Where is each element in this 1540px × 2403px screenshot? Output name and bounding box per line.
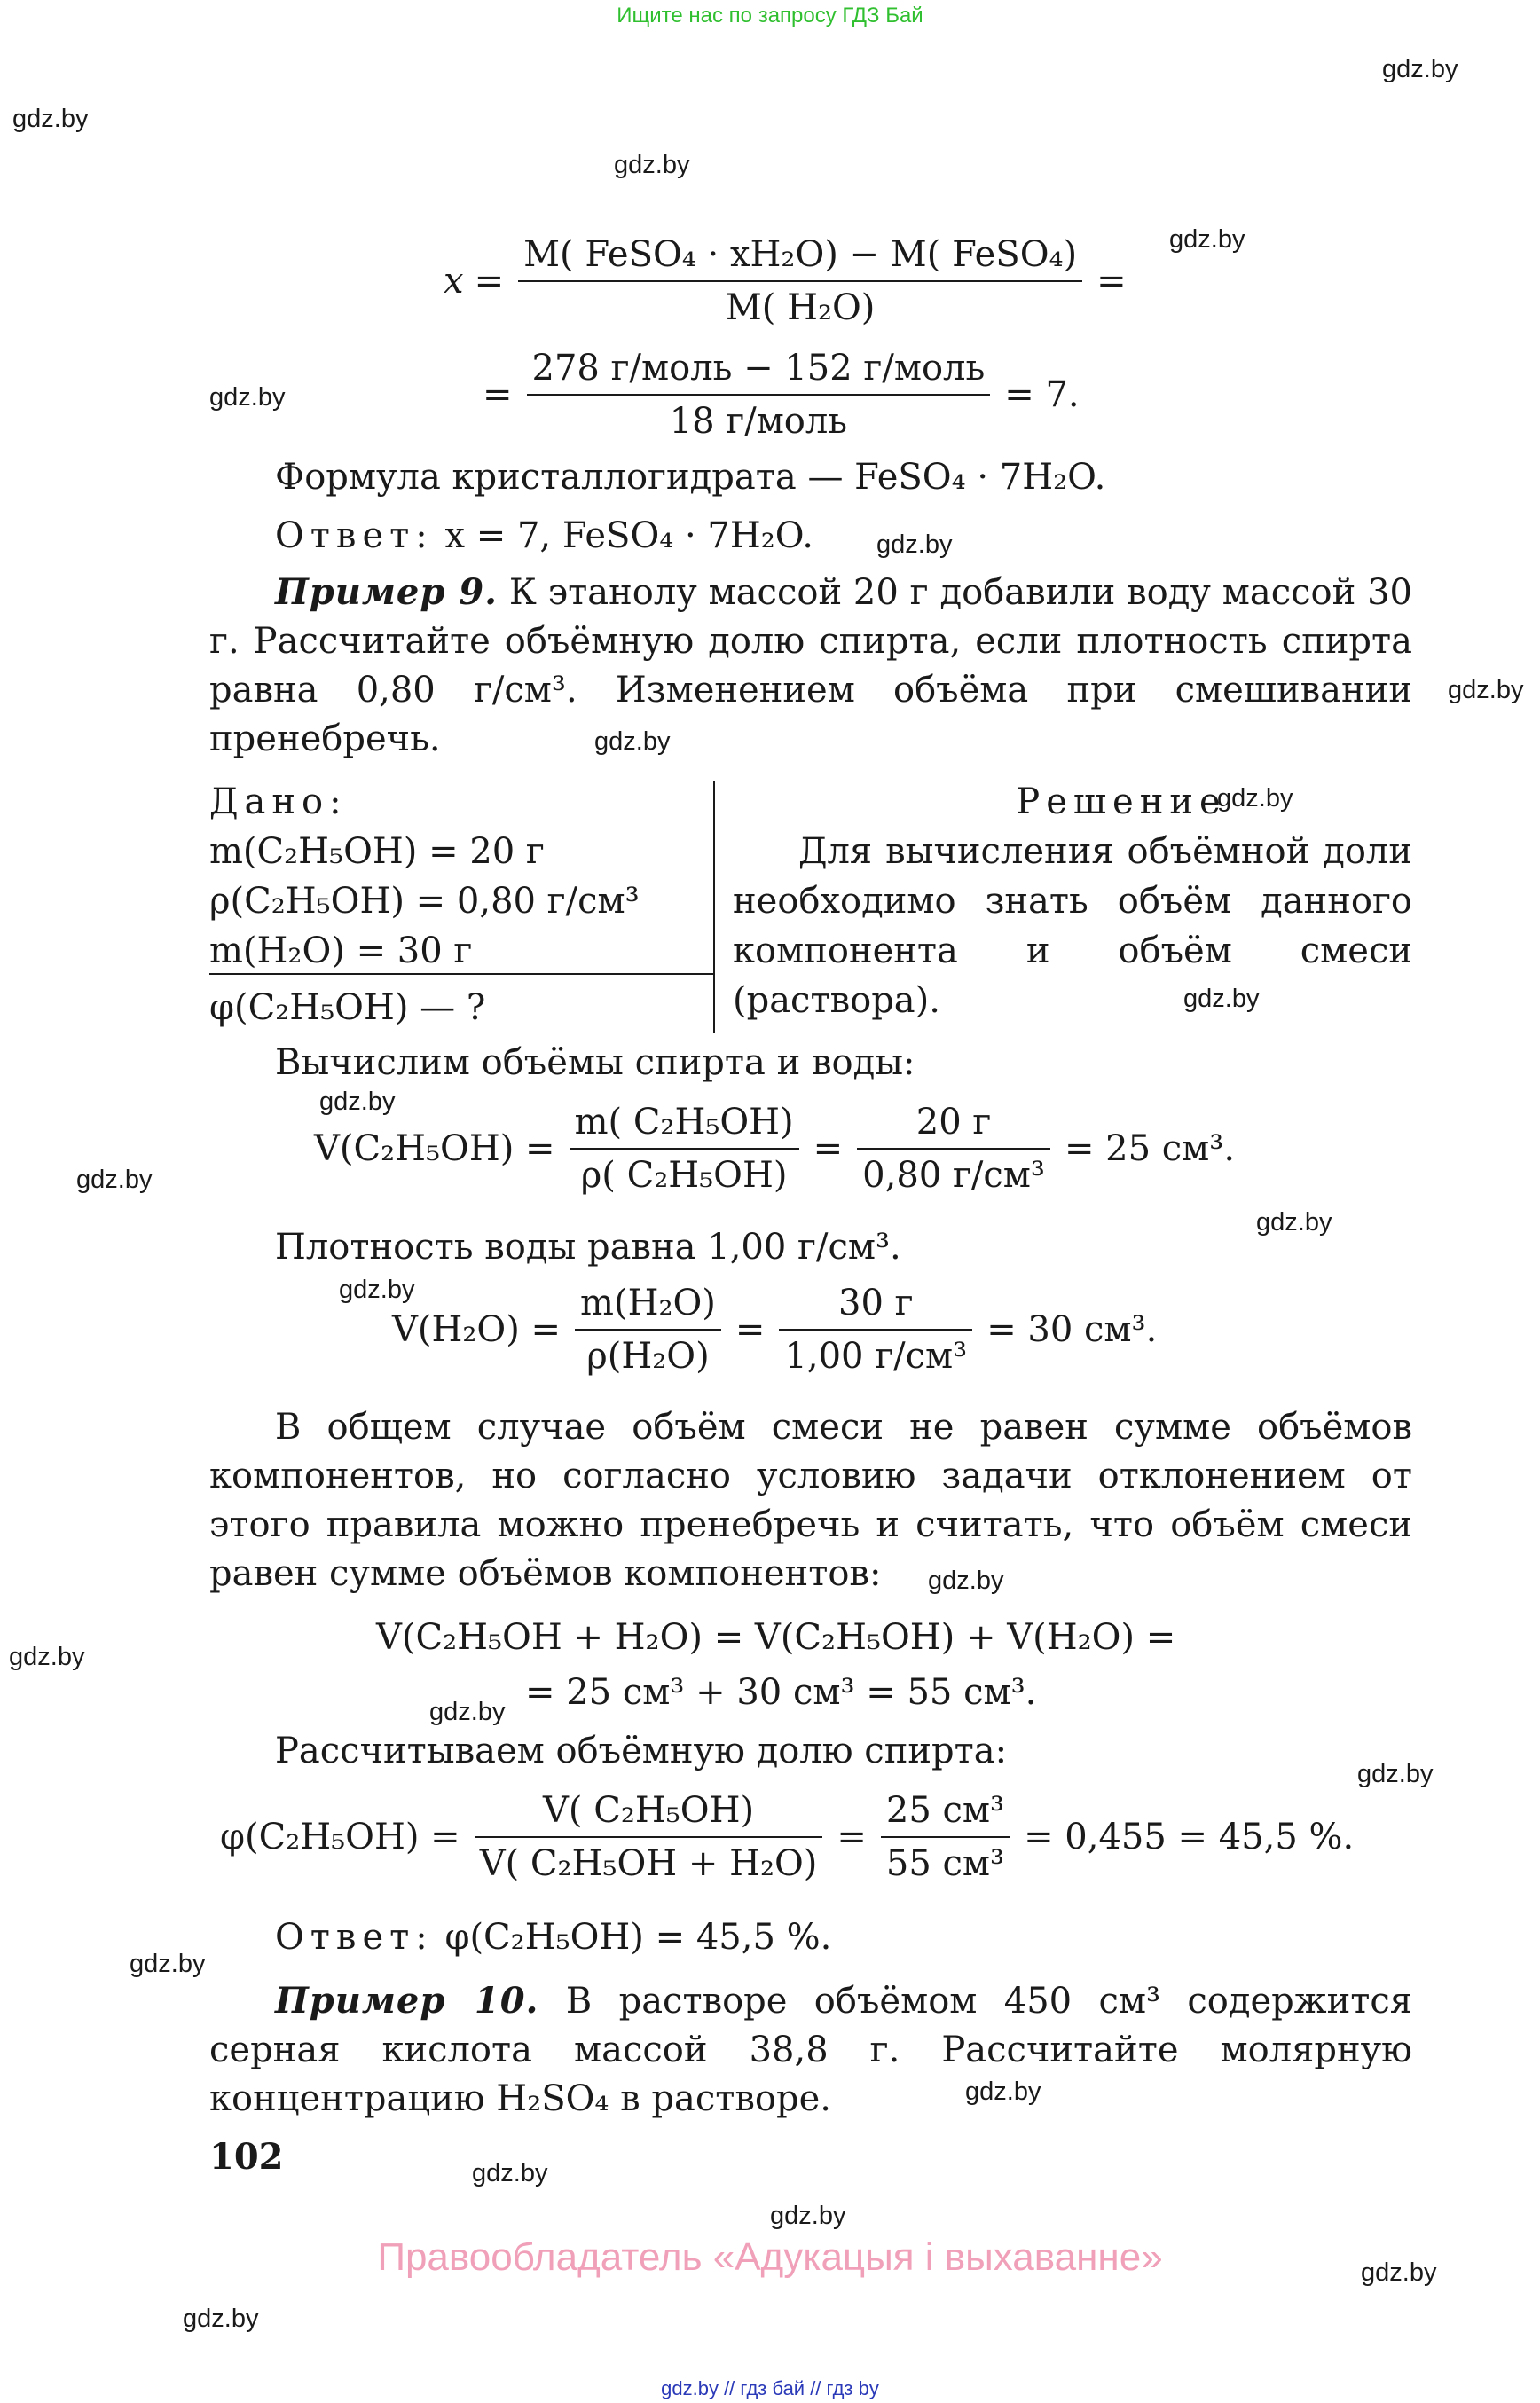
- equation-volume-fraction: [215, 1785, 1359, 1889]
- eq5-fraction: [475, 1785, 823, 1889]
- eq1-result: = 7.: [1004, 374, 1080, 415]
- watermark: gdz.by: [965, 2077, 1041, 2106]
- eq1-equals-tail: =: [1096, 261, 1127, 302]
- eq5-numerator: V( C₂H₅OH): [475, 1785, 823, 1838]
- eq3-value-denominator: 1,00 г/см³: [784, 1336, 968, 1377]
- watermark: gdz.by: [1183, 985, 1260, 1013]
- example-10-text: [209, 1976, 1412, 2124]
- watermark: gdz.by: [1357, 1760, 1434, 1788]
- watermark: gdz.by: [928, 1567, 1004, 1595]
- equation-ethanol-volume: [309, 1096, 1240, 1201]
- watermark: gdz.by: [130, 1950, 206, 1978]
- equation-water-volume: [387, 1277, 1162, 1382]
- given-item: m(H₂O) = 30 г: [209, 931, 473, 971]
- watermark: gdz.by: [594, 727, 671, 756]
- watermark: gdz.by: [76, 1166, 153, 1194]
- eq5-result: = 0,455 = 45,5 %.: [1024, 1817, 1355, 1857]
- answer-1-value: x = 7, FeSO₄ · 7H₂O.: [444, 515, 813, 556]
- table-horizontal-divider: [209, 973, 713, 975]
- watermark: gdz.by: [319, 1088, 396, 1116]
- eq1-fraction: [518, 229, 1082, 334]
- eq3-value-numerator: 30 г: [779, 1277, 972, 1331]
- calc-volumes-line: Вычислим объёмы спирта и воды:: [275, 1042, 915, 1083]
- top-banner[interactable]: Ищите нас по запросу ГДЗ Бай: [617, 4, 923, 27]
- equation-mixture-volume-line-1: V(C₂H₅OH + H₂O) = V(C₂H₅OH) + V(H₂O) =: [376, 1617, 1176, 1658]
- calc-fraction-line: Рассчитываем объёмную долю спирта:: [275, 1731, 1008, 1771]
- equation-crystallohydrate-values: [477, 342, 1085, 447]
- answer-1: [275, 511, 813, 561]
- eq2-lhs: V(C₂H₅OH) =: [314, 1128, 555, 1169]
- solution-text: Для вычисления объёмной доли необходимо знать объём данного компонента и объём смеси (раствора).: [733, 831, 1412, 1021]
- watermark: gdz.by: [472, 2159, 548, 2187]
- eq2-denominator: ρ( C₂H₅OH): [580, 1155, 788, 1196]
- eq2-value-numerator: 20 г: [857, 1096, 1050, 1150]
- eq3-equals: =: [735, 1309, 766, 1350]
- answer-2-label: Ответ:: [275, 1917, 434, 1958]
- eq2-numerator: m( C₂H₅OH): [570, 1096, 799, 1150]
- eq2-result: = 25 см³.: [1064, 1128, 1236, 1169]
- solution-column: [733, 777, 1412, 1025]
- eq1-value-denominator: 18 г/моль: [669, 401, 848, 442]
- eq5-lhs: φ(C₂H₅OH) =: [220, 1817, 460, 1857]
- solution-header: Решение: [1016, 781, 1227, 822]
- eq5-denominator: V( C₂H₅OH + H₂O): [479, 1843, 818, 1884]
- eq5-value-denominator: 55 см³: [885, 1843, 1005, 1884]
- water-density-line: Плотность воды равна 1,00 г/см³.: [275, 1227, 901, 1268]
- eq1-numerator: M( FeSO₄ · xH₂O) − M( FeSO₄): [518, 229, 1082, 282]
- footer-links[interactable]: gdz.by // гдз бай // гдз by: [661, 2377, 879, 2399]
- answer-2: [275, 1912, 831, 1962]
- watermark: gdz.by: [339, 1276, 415, 1304]
- watermark: gdz.by: [429, 1698, 506, 1726]
- watermark: gdz.by: [1217, 784, 1293, 813]
- answer-1-label: Ответ:: [275, 515, 434, 556]
- example-9-text: [209, 568, 1412, 764]
- given-header: Дано:: [209, 781, 348, 822]
- eq3-denominator: ρ(H₂O): [586, 1336, 710, 1377]
- eq1-value-fraction: [527, 342, 991, 447]
- watermark: gdz.by: [1382, 55, 1458, 83]
- watermark: gdz.by: [1169, 225, 1245, 254]
- given-item: ρ(C₂H₅OH) = 0,80 г/см³: [209, 881, 640, 922]
- watermark: gdz.by: [1256, 1208, 1332, 1237]
- eq3-value-fraction: [779, 1277, 972, 1382]
- given-solution-table: [209, 777, 1412, 1034]
- page-number: 102: [209, 2136, 284, 2178]
- watermark: gdz.by: [183, 2305, 259, 2333]
- eq2-fraction: [570, 1096, 799, 1201]
- find-item: φ(C₂H₅OH) — ?: [209, 987, 486, 1028]
- eq3-numerator: m(H₂O): [575, 1277, 721, 1331]
- eq1-value-numerator: 278 г/моль − 152 г/моль: [527, 342, 991, 396]
- answer-2-value: φ(C₂H₅OH) = 45,5 %.: [444, 1917, 832, 1958]
- eq5-value-fraction: [881, 1785, 1010, 1889]
- example-9-label: Пример 9.: [275, 571, 499, 613]
- given-column: [209, 777, 713, 1033]
- example-10-label: Пример 10.: [275, 1980, 539, 2022]
- eq5-equals: =: [837, 1817, 867, 1857]
- watermark: gdz.by: [1361, 2258, 1437, 2287]
- eq1-lhs: x: [444, 261, 464, 302]
- example-10-body: В растворе объёмом 450 см³ содержится серная кислота массой 38,8 г. Рассчитайте молярную концентрацию H₂SO₄ в растворе.: [209, 1981, 1413, 2119]
- watermark: gdz.by: [12, 105, 89, 133]
- formula-line: Формула кристаллогидрата — FeSO₄ · 7H₂O.: [275, 457, 1106, 498]
- table-vertical-divider: [713, 781, 715, 1033]
- eq1-denominator: M( H₂O): [725, 287, 876, 328]
- eq1-equals-2: =: [483, 374, 513, 415]
- watermark: gdz.by: [209, 383, 286, 412]
- eq5-value-numerator: 25 см³: [881, 1785, 1010, 1838]
- example-9-body: К этанолу массой 20 г добавили воду массой 30 г. Рассчитайте объёмную долю спирта, если плотность спирта равна 0,80 г/см³. Изменением объёма при смешивании пренебречь.: [209, 572, 1412, 759]
- eq2-value-fraction: [857, 1096, 1050, 1201]
- watermark: gdz.by: [9, 1643, 85, 1671]
- eq3-fraction: [575, 1277, 721, 1382]
- eq2-equals: =: [813, 1128, 844, 1169]
- eq2-value-denominator: 0,80 г/см³: [862, 1155, 1045, 1196]
- equation-crystallohydrate-x: [438, 229, 1132, 334]
- equation-mixture-volume-line-2: = 25 см³ + 30 см³ = 55 см³.: [525, 1672, 1037, 1713]
- watermark: gdz.by: [876, 530, 953, 559]
- eq3-lhs: V(H₂O) =: [392, 1309, 562, 1350]
- watermark: gdz.by: [1448, 676, 1524, 704]
- eq3-result: = 30 см³.: [986, 1309, 1158, 1350]
- general-case-paragraph: В общем случае объём смеси не равен сумме объёмов компонентов, но согласно условию задачи отклонением от этого правила можно пренебречь и считать, что объём смеси равен сумме объёмов компонентов:: [209, 1407, 1412, 1594]
- watermark: gdz.by: [770, 2202, 846, 2230]
- copyright-owner: Правообладатель «Адукацыя і выхаванне»: [377, 2235, 1163, 2279]
- given-item: m(C₂H₅OH) = 20 г: [209, 831, 545, 872]
- eq1-equals: =: [474, 261, 505, 302]
- watermark: gdz.by: [614, 151, 690, 179]
